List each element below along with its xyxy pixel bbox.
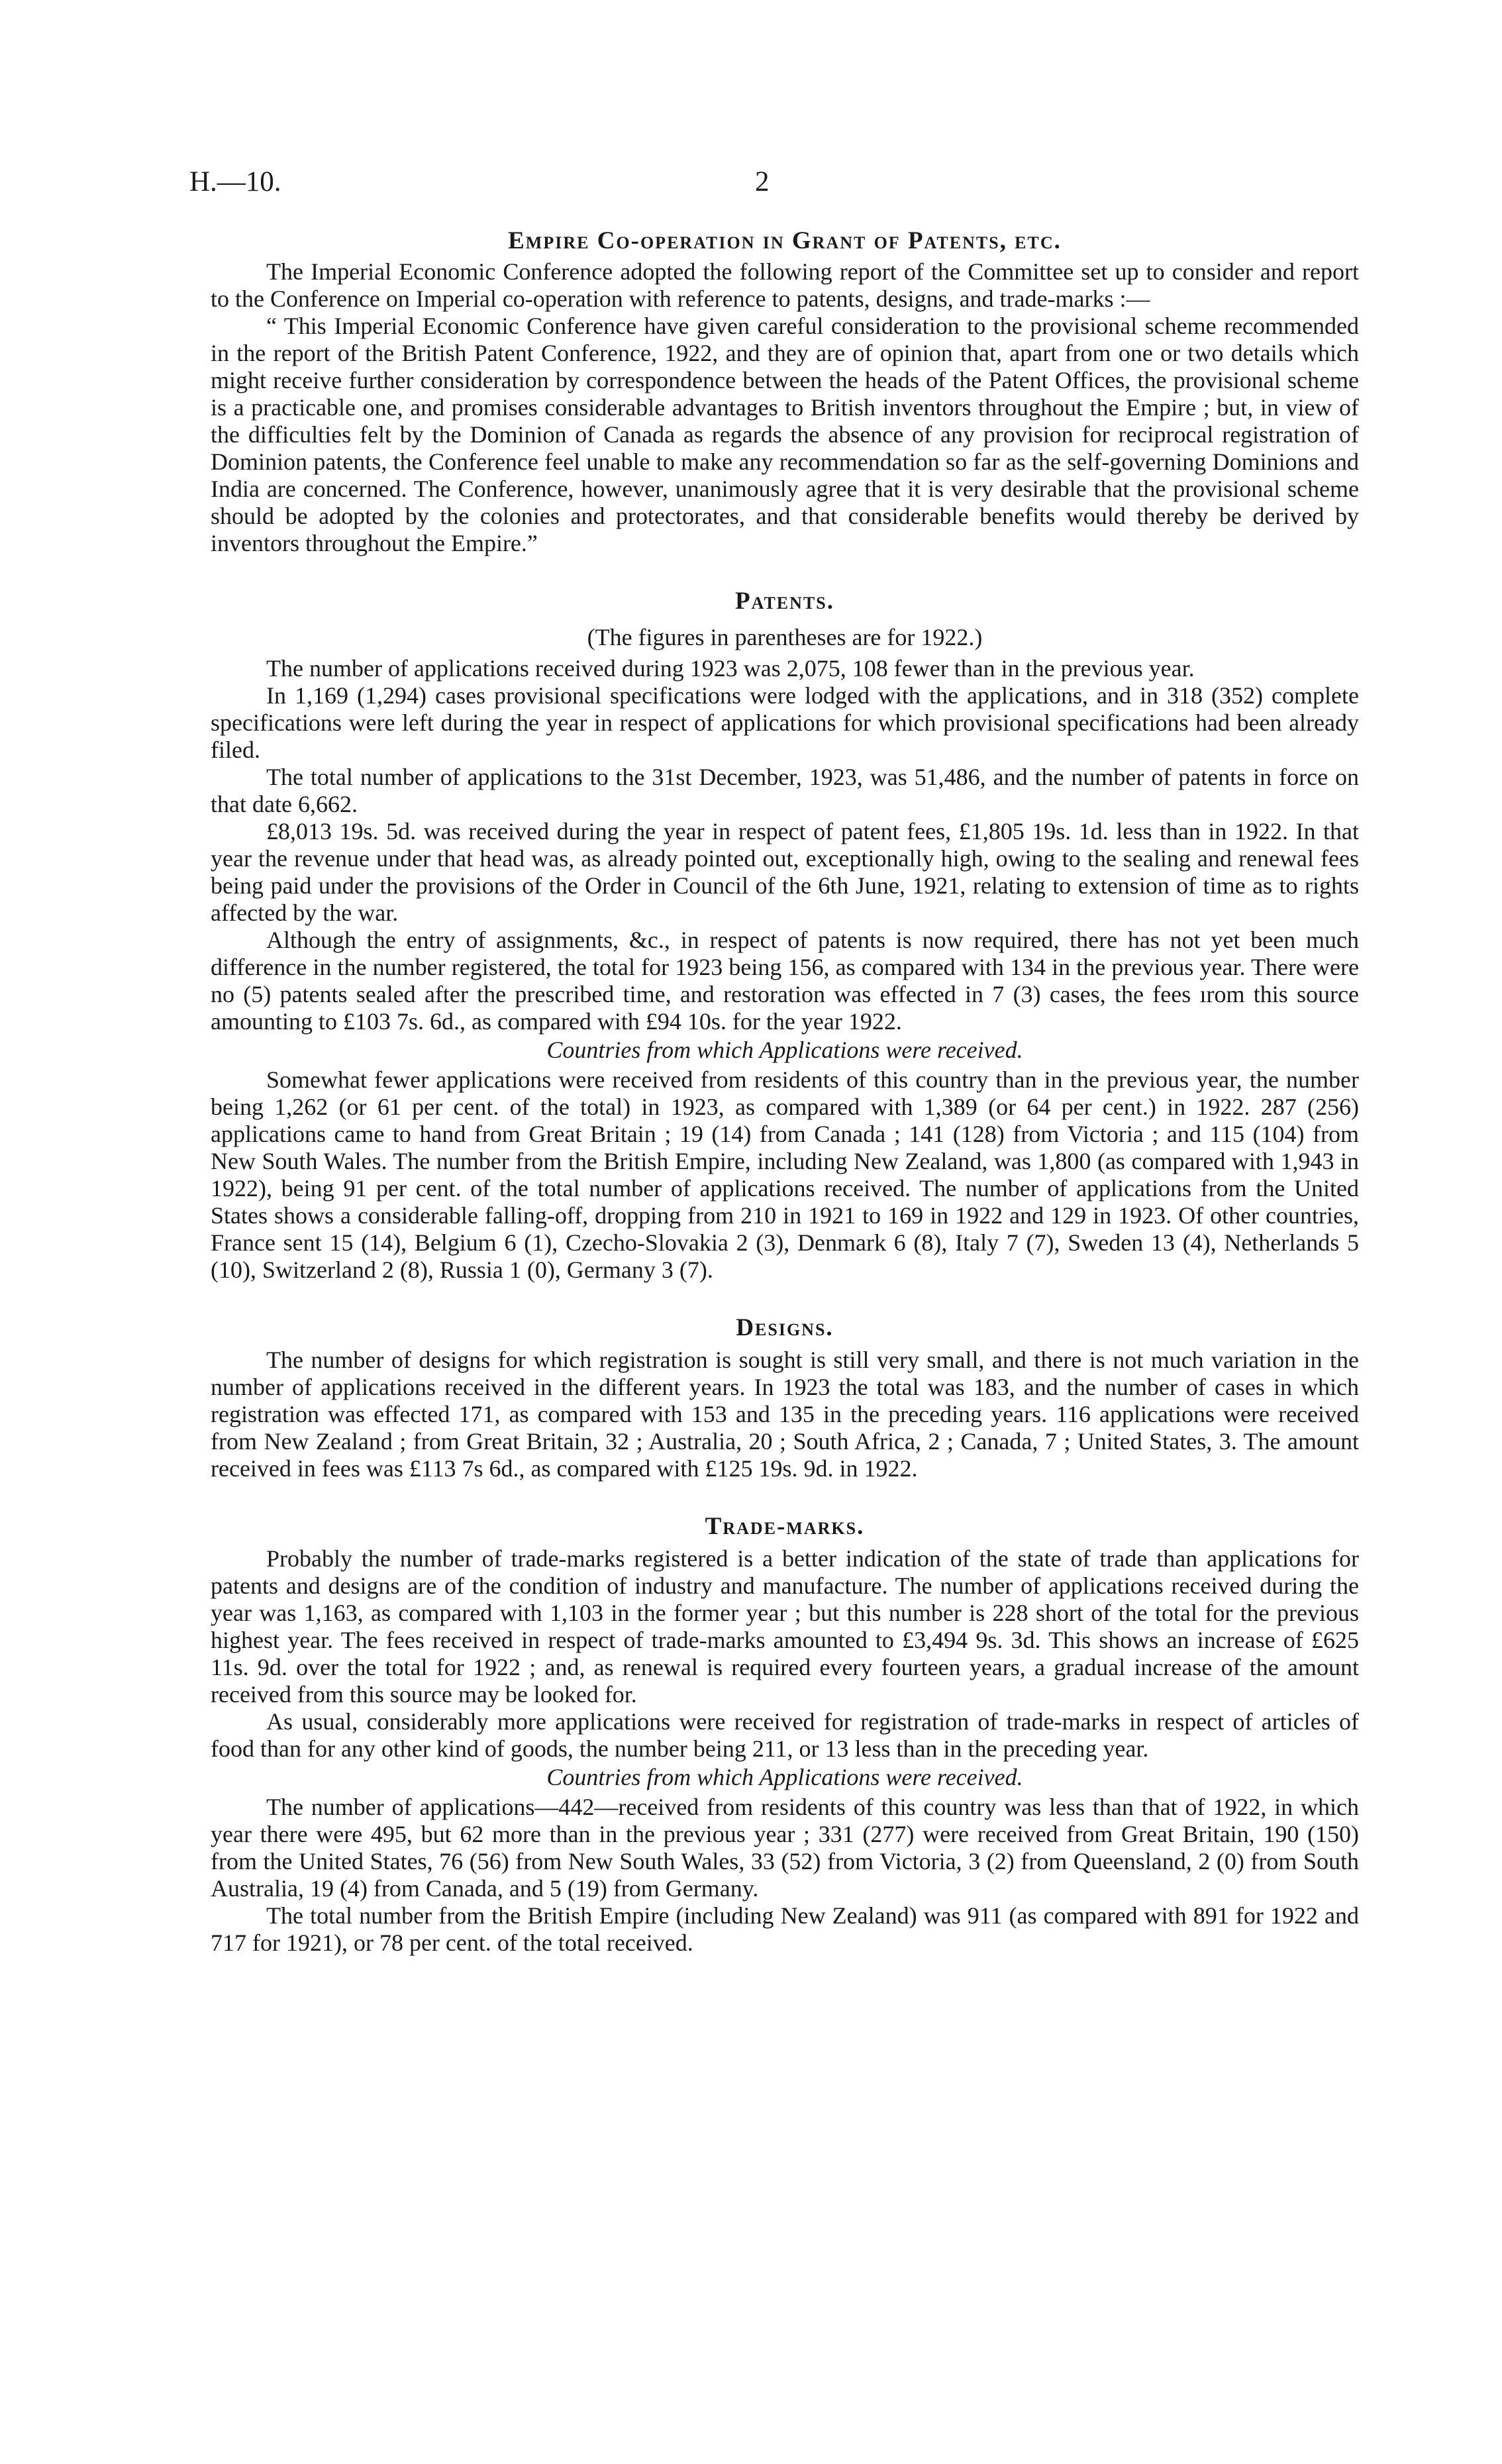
paragraph-patents-specifications: In 1,169 (1,294) cases provisional specifications were lodged with the applications, and in 318 (352) complete specifications were left during the year in respect of applications for which provisional specifications had been already filed. (211, 682, 1359, 763)
paragraph-patents-applications: The number of applications received during 1923 was 2,075, 108 fewer than in the previous year. (266, 655, 1195, 682)
paragraph-patents-fees: £8,013 19s. 5d. was received during the year in respect of patent fees, £1,805 19s. 1d. less than in 1922. In that year the revenue under that head was, as already pointed out, exceptionally high, owing to the sealing and renewal fees being paid under the provisions of the Order in Council of the 6th June, 1921, relating to extension of time as to rights affected by the war. (211, 818, 1359, 926)
document-code: H.—10. (189, 166, 281, 197)
paragraph-patents-countries: Somewhat fewer applications were received from residents of this country than in the previous year, the number being 1,262 (or 61 per cent. of the total) in 1923, as compared with 1,389 (or 64 per cent.) in 1922. 287 (256) applications came to hand from Great Britain ; 19 (14) from Canada ; 141 (128) from Victoria ; and 115 (104) from New South Wales. The number from the British Empire, including New Zealand, was 1,800 (as compared with 1,943 in 1922), being 91 per cent. of the total number of applications received. The number of applications from the United States shows a considerable falling-off, dropping from 210 in 1921 to 169 in 1922 and 129 in 1923. Of other countries, France sent 15 (14), Belgium 6 (1), Czecho-Slovakia 2 (3), Denmark 6 (8), Italy 7 (7), Sweden 13 (4), Netherlands 5 (10), Switzerland 2 (8), Russia 1 (0), Germany 3 (7). (211, 1066, 1359, 1283)
page-number: 2 (755, 166, 770, 197)
patents-countries-subheading: Countries from which Applications were received. (546, 1037, 1023, 1063)
patents-parentheses-note: (The figures in parentheses are for 1922.) (587, 624, 983, 650)
paragraph-conference-quote: “ This Imperial Economic Conference have given careful consideration to the provisional scheme recommended in the report of the British Patent Conference, 1922, and they are of opinion that, apart from one or two details which might receive further consideration by correspondence between the heads of the Patent Offices, the provisional scheme is a practicable one, and promises considerable advantages to British inventors throughout the Empire ; but, in view of the difficulties felt by the Dominion of Canada as regards the absence of any provision for reciprocal registration of Dominion patents, the Conference feel unable to make any recommendation so far as the self-governing Dominions and India are concerned. The Conference, however, unanimously agree that it is very desirable that the provisional scheme should be adopted by the colonies and protectorates, and that considerable benefits would thereby be derived by inventors throughout the Empire.” (211, 313, 1359, 556)
paragraph-empire-intro: The Imperial Economic Conference adopted the following report of the Committee set up to consider and report to the Conference on Imperial co-operation with reference to patents, designs, and trade-marks :— (211, 258, 1359, 312)
document-body (211, 227, 1359, 1957)
trademarks-countries-subheading: Countries from which Applications were received. (546, 1764, 1023, 1790)
section-heading-designs: Designs. (736, 1314, 834, 1341)
paragraph-trademarks-empire-total: The total number from the British Empire (including New Zealand) was 911 (as compared with 891 for 1922 and 717 for 1921), or 78 per cent. of the total received. (211, 1902, 1359, 1956)
paragraph-patents-assignments: Although the entry of assignments, &c., in respect of patents is now required, there has not yet been much difference in the number registered, the total for 1923 being 156, as compared with 134 in the previous year. There were no (5) patents sealed after the prescribed time, and restoration was effected in 7 (3) cases, the fees ırom this source amounting to £103 7s. 6d., as compared with £94 10s. for the year 1922. (211, 927, 1359, 1035)
page-header (0, 166, 1502, 205)
paragraph-designs: The number of designs for which registration is sought is still very small, and there is not much variation in the number of applications received in the different years. In 1923 the total was 183, and the number of cases in which registration was effected 171, as compared with 153 and 135 in the preceding years. 116 applications were received from New Zealand ; from Great Britain, 32 ; Australia, 20 ; South Africa, 2 ; Canada, 7 ; United States, 3. The amount received in fees was £113 7s 6d., as compared with £125 19s. 9d. in 1922. (211, 1347, 1359, 1482)
paragraph-trademarks-food: As usual, considerably more applications were received for registration of trade-marks in respect of articles of food than for any other kind of goods, the number being 211, or 13 less than in the preceding year. (211, 1708, 1359, 1762)
paragraph-patents-total: The total number of applications to the 31st December, 1923, was 51,486, and the number of patents in force on that date 6,662. (211, 764, 1359, 817)
section-heading-empire-co-operation: Empire Co-operation in Grant of Patents, etc. (508, 227, 1062, 254)
paragraph-trademarks-registered: Probably the number of trade-marks registered is a better indication of the state of trade than applications for patents and designs are of the condition of industry and manufacture. The number of applications received during the year was 1,163, as compared with 1,103 in the former year ; but this number is 228 short of the total for the previous highest year. The fees received in respect of trade-marks amounted to £3,494 9s. 3d. This shows an increase of £625 11s. 9d. over the total for 1922 ; and, as renewal is required every fourteen years, a gradual increase of the amount received from this source may be looked for. (211, 1545, 1359, 1708)
paragraph-trademarks-countries: The number of applications—442—received from residents of this country was less than that of 1922, in which year there were 495, but 62 more than in the previous year ; 331 (277) were received from Great Britain, 190 (150) from the United States, 76 (56) from New South Wales, 33 (52) from Victoria, 3 (2) from Queensland, 2 (0) from South Australia, 19 (4) from Canada, and 5 (19) from Germany. (211, 1794, 1359, 1902)
section-heading-patents: Patents. (735, 588, 834, 615)
section-heading-trade-marks: Trade-marks. (705, 1513, 865, 1540)
